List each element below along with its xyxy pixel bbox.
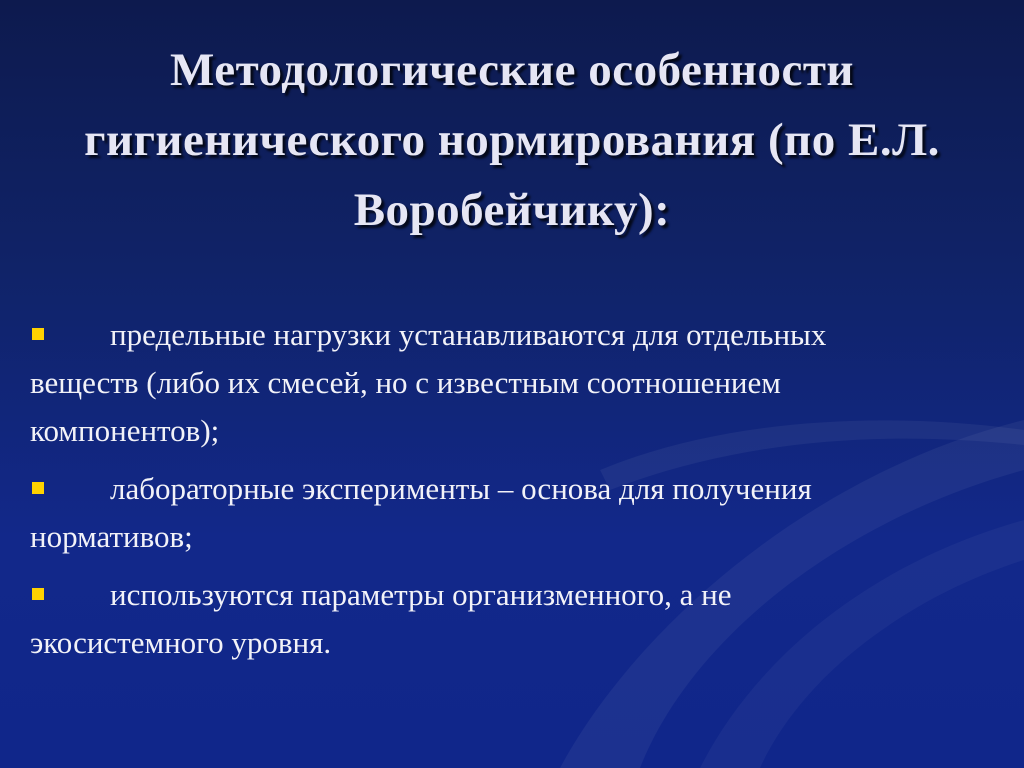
bullet-list [30, 311, 920, 677]
square-bullet-icon [32, 588, 44, 600]
list-item [30, 311, 920, 455]
bullet-text: лабораторные эксперименты – основа для получения нормативов; [30, 471, 812, 554]
list-item [30, 465, 920, 561]
square-bullet-icon [32, 328, 44, 340]
slide-title: Методологические особенности гигиенического нормирования (по Е.Л. Воробейчику): [84, 44, 940, 237]
bullet-text: используются параметры организменного, а не экосистемного уровня. [30, 577, 732, 660]
bullet-text: предельные нагрузки устанавливаются для отдельных веществ (либо их смесей, но с известным соотношением компонентов); [30, 317, 827, 448]
list-item [30, 571, 920, 667]
square-bullet-icon [32, 482, 44, 494]
